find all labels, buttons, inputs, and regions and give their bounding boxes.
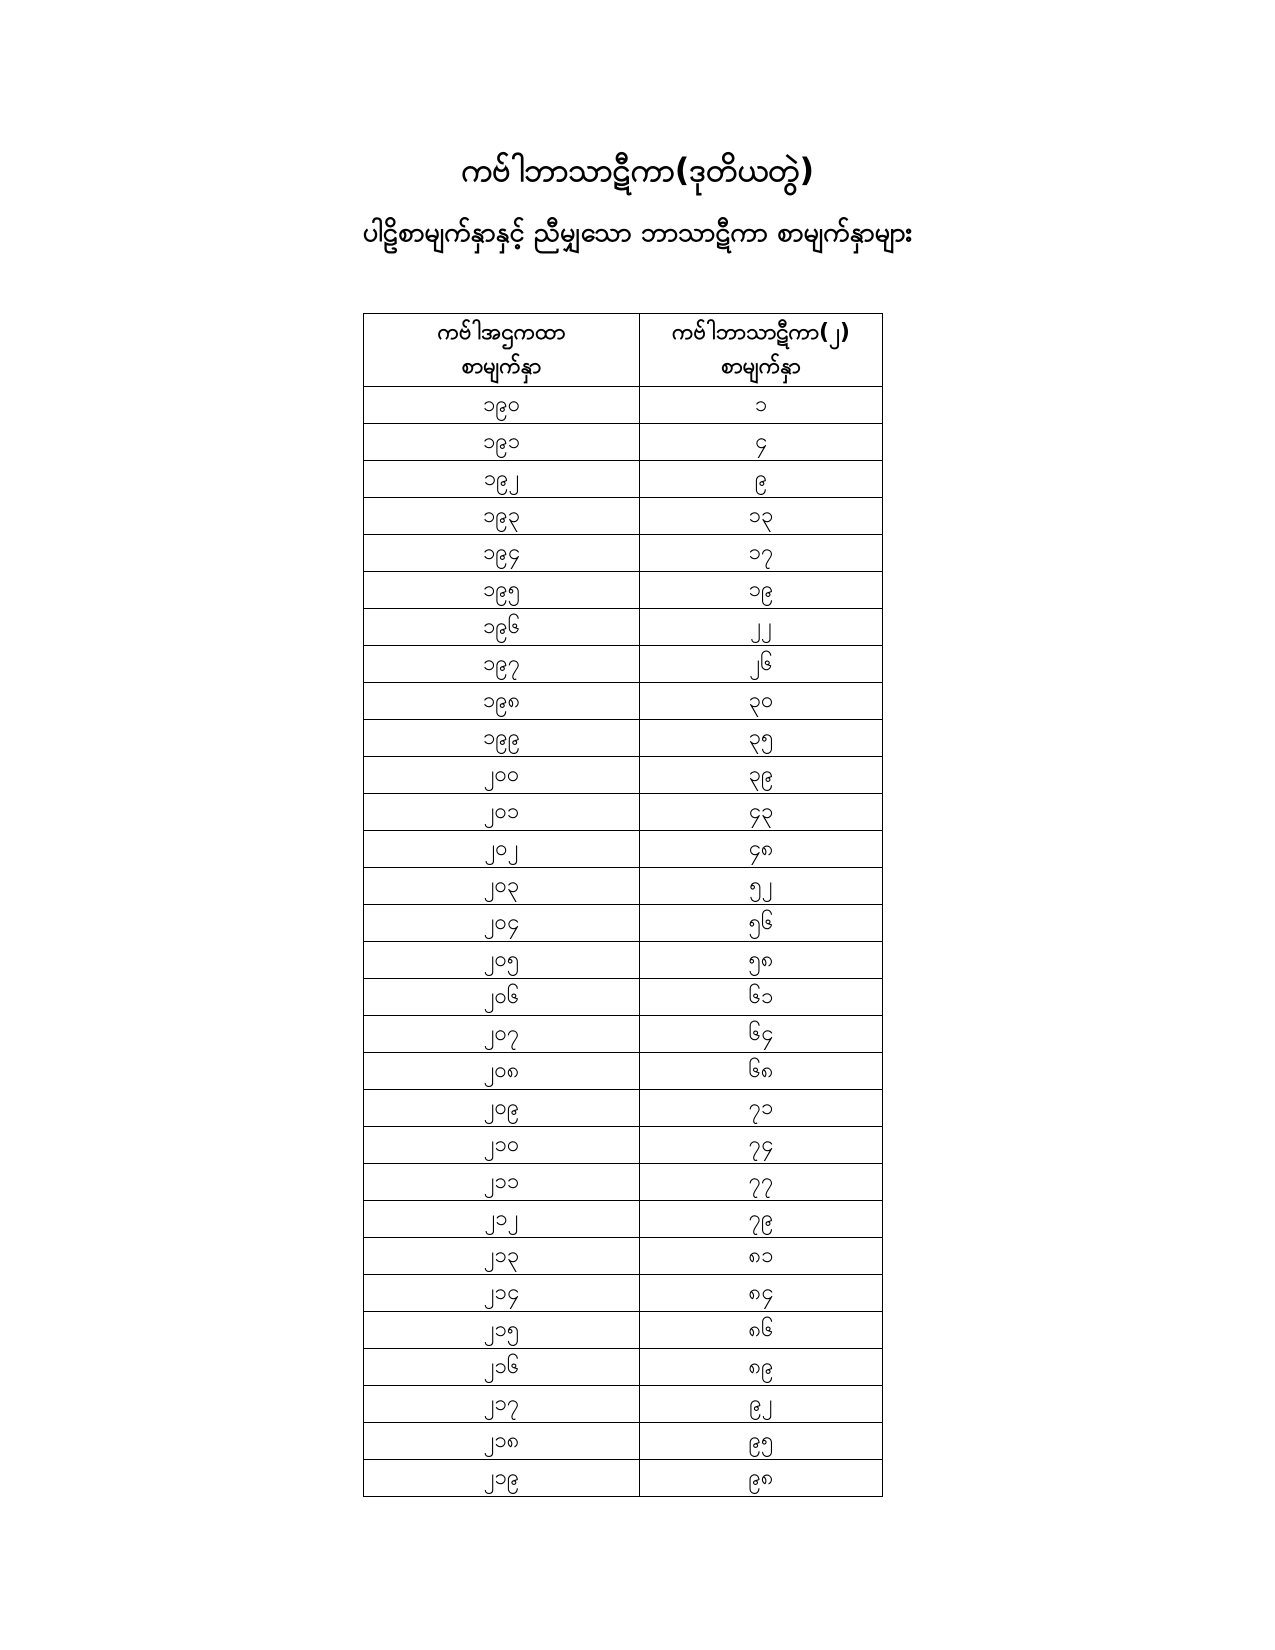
table-row (364, 1201, 883, 1238)
tika-page-cell: ၄ (640, 424, 883, 461)
table-row (364, 1460, 883, 1497)
atthakatha-page-cell: ၂၁၆ (364, 1349, 640, 1386)
atthakatha-page-cell: ၁၉၁ (364, 424, 640, 461)
table-row (364, 387, 883, 424)
page-correspondence-table (363, 313, 883, 1497)
atthakatha-page-cell: ၁၉၅ (364, 572, 640, 609)
tika-page-cell: ၃၉ (640, 757, 883, 794)
atthakatha-page-cell: ၁၉၃ (364, 498, 640, 535)
tika-page-cell: ၄၈ (640, 831, 883, 868)
column-header-line: စာမျက်နှာ (461, 354, 542, 379)
atthakatha-page-cell: ၂၁၄ (364, 1275, 640, 1312)
tika-page-cell: ၇၇ (640, 1164, 883, 1201)
table-row (364, 831, 883, 868)
table-row (364, 757, 883, 794)
column-header-tika-page (640, 314, 883, 387)
tika-page-cell: ၇၁ (640, 1090, 883, 1127)
atthakatha-page-cell: ၂၀၉ (364, 1090, 640, 1127)
atthakatha-page-cell: ၂၀၈ (364, 1053, 640, 1090)
tika-page-cell: ၇၉ (640, 1201, 883, 1238)
atthakatha-page-cell: ၂၀၇ (364, 1016, 640, 1053)
atthakatha-page-cell: ၂၁၀ (364, 1127, 640, 1164)
atthakatha-page-cell: ၂၀၂ (364, 831, 640, 868)
tika-page-cell: ၈၉ (640, 1349, 883, 1386)
atthakatha-page-cell: ၁၉၄ (364, 535, 640, 572)
column-header-line: ကဗ်ါအဌကထာ (437, 320, 566, 345)
table-body (364, 387, 883, 1497)
table-row (364, 683, 883, 720)
column-header-atthakatha-page (364, 314, 640, 387)
atthakatha-page-cell: ၂၁၉ (364, 1460, 640, 1497)
table-header-row (364, 314, 883, 387)
atthakatha-page-cell: ၁၉၉ (364, 720, 640, 757)
tika-page-cell: ၂၂ (640, 609, 883, 646)
atthakatha-page-cell: ၂၀၀ (364, 757, 640, 794)
table-row (364, 1053, 883, 1090)
table-row (364, 572, 883, 609)
table-row (364, 1275, 883, 1312)
atthakatha-page-cell: ၂၁၅ (364, 1312, 640, 1349)
table-row (364, 720, 883, 757)
tika-page-cell: ၈၁ (640, 1238, 883, 1275)
table-row (364, 1423, 883, 1460)
table-row (364, 868, 883, 905)
table-row (364, 535, 883, 572)
table-row (364, 1016, 883, 1053)
atthakatha-page-cell: ၂၁၂ (364, 1201, 640, 1238)
tika-page-cell: ၃၀ (640, 683, 883, 720)
atthakatha-page-cell: ၂၀၆ (364, 979, 640, 1016)
table-row (364, 1312, 883, 1349)
atthakatha-page-cell: ၁၉၂ (364, 461, 640, 498)
atthakatha-page-cell: ၂၀၁ (364, 794, 640, 831)
table-row (364, 498, 883, 535)
atthakatha-page-cell: ၂၀၃ (364, 868, 640, 905)
table-row (364, 461, 883, 498)
atthakatha-page-cell: ၂၁၈ (364, 1423, 640, 1460)
table-row (364, 1349, 883, 1386)
atthakatha-page-cell: ၂၁၃ (364, 1238, 640, 1275)
atthakatha-page-cell: ၁၉၀ (364, 387, 640, 424)
tika-page-cell: ၈၆ (640, 1312, 883, 1349)
tika-page-cell: ၁၃ (640, 498, 883, 535)
table-row (364, 1386, 883, 1423)
table-row (364, 424, 883, 461)
column-header-line: ကဗ်ါဘာသာဋီကာ(၂) (672, 320, 850, 345)
table-row (364, 942, 883, 979)
tika-page-cell: ၉၈ (640, 1460, 883, 1497)
tika-page-cell: ၉၂ (640, 1386, 883, 1423)
tika-page-cell: ၆၈ (640, 1053, 883, 1090)
tika-page-cell: ၈၄ (640, 1275, 883, 1312)
atthakatha-page-cell: ၂၀၄ (364, 905, 640, 942)
table-row (364, 609, 883, 646)
tika-page-cell: ၅၆ (640, 905, 883, 942)
atthakatha-page-cell: ၂၁၇ (364, 1386, 640, 1423)
tika-page-cell: ၄၃ (640, 794, 883, 831)
tika-page-cell: ၃၅ (640, 720, 883, 757)
table-row (364, 794, 883, 831)
tika-page-cell: ၅၈ (640, 942, 883, 979)
tika-page-cell: ၅၂ (640, 868, 883, 905)
table-row (364, 1090, 883, 1127)
tika-page-cell: ၉၅ (640, 1423, 883, 1460)
table-row (364, 979, 883, 1016)
column-header-line: စာမျက်နှာ (721, 354, 801, 379)
atthakatha-page-cell: ၂၀၅ (364, 942, 640, 979)
table-row (364, 1238, 883, 1275)
document-subtitle: ပါဠိစာမျက်နှာနှင့် ညီမျှသော ဘာသာဋီကာ စာမျက်နှာများ (362, 217, 913, 248)
atthakatha-page-cell: ၁၉၈ (364, 683, 640, 720)
table-row (364, 905, 883, 942)
table-row (364, 646, 883, 683)
tika-page-cell: ၁၇ (640, 535, 883, 572)
tika-page-cell: ၆၄ (640, 1016, 883, 1053)
tika-page-cell: ၉ (640, 461, 883, 498)
tika-page-cell: ၂၆ (640, 646, 883, 683)
atthakatha-page-cell: ၂၁၁ (364, 1164, 640, 1201)
table-row (364, 1127, 883, 1164)
atthakatha-page-cell: ၁၉၇ (364, 646, 640, 683)
document-title: ကဗ်ါဘာသာဋီကာ(ဒုတိယတွဲ) (460, 151, 815, 189)
tika-page-cell: ၁ (640, 387, 883, 424)
tika-page-cell: ၆၁ (640, 979, 883, 1016)
table-row (364, 1164, 883, 1201)
atthakatha-page-cell: ၁၉၆ (364, 609, 640, 646)
tika-page-cell: ၇၄ (640, 1127, 883, 1164)
tika-page-cell: ၁၉ (640, 572, 883, 609)
